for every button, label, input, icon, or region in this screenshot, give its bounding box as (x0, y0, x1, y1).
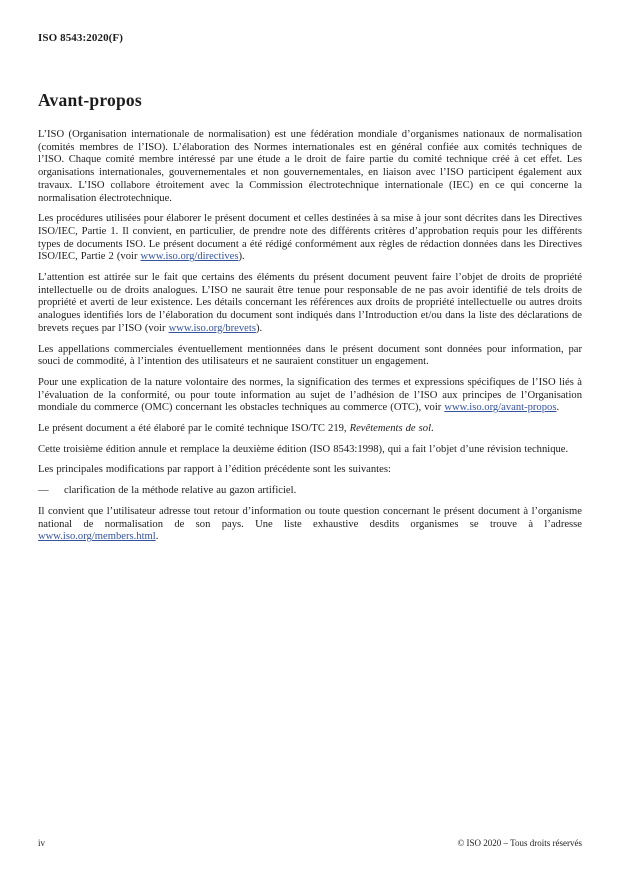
list-item-dash: — (38, 485, 49, 497)
text-run: L’ISO (Organisation internationale de normalisation) est une fédération mondiale d’organismes nationaux de normalisation (comités membres de l’ISO). L’élaboration des Normes internationales est en général confiée aux comités techniques de l’ISO. Chaque comité membre intéressé par une étude a le droit de faire partie du comité technique créé à cet effet. Les organisations internationales, gouvernementales et non gouvernementales, en liaison avec l’ISO participent également aux travaux. L’ISO collabore étroitement avec la Commission électrotechnique internationale (IEC) en ce qui concerne la normalisation électrotechnique. (38, 129, 582, 204)
page-number: iv (38, 838, 46, 848)
paragraph (38, 464, 582, 477)
text-run: Les appellations commerciales éventuellement mentionnées dans le présent document sont données pour information, par souci de commodité, à l’intention des utilisateurs et ne sauraient constituer un engagement. (38, 343, 582, 368)
text-run: Cette troisième édition annule et remplace la deuxième édition (ISO 8543:1998), qui a fait l’objet d’une révision technique. (38, 443, 569, 455)
section-title: Avant-propos (38, 90, 142, 110)
text-run: Les procédures utilisées pour élaborer le présent document et celles destinées à sa mise à jour sont décrites dans les Directives ISO/IEC, Partie 1. Il convient, en particulier, de prendre note des différents critères d’approbation requis pour les différents types de documents ISO. Le présent document a été rédigé conformément aux règles de rédaction données dans les Directives ISO/IEC, Partie 2 (voir (38, 213, 582, 263)
paragraph (38, 444, 582, 457)
italic-text: Revêtements de sol (349, 423, 432, 435)
text-run: Les principales modifications par rapport à l’édition précédente sont les suivantes: (38, 464, 391, 476)
paragraph (38, 377, 582, 415)
text-run: . (155, 531, 159, 543)
text-run: . (431, 423, 434, 435)
text-run: L’attention est attirée sur le fait que certains des éléments du présent document peuvent faire l’objet de droits de propriété intellectuelle ou de droits analogues. L’ISO ne saurait être tenue pour responsable de ne pas avoir identifié de tels droits de propriété et averti de leur existence. Les détails concernant les références aux droits de propriété intellectuelle ou autres droits analogues identifiés lors de l’élaboration du document sont indiqués dans l’Introduction et/ou dans la liste des déclarations de brevets reçues par l’ISO (voir (38, 272, 582, 334)
hyperlink[interactable]: www.iso.org/directives (140, 251, 239, 263)
text-run: Il convient que l’utilisateur adresse tout retour d’information ou toute question concernant le présent document à l’organisme national de normalisation de son pays. Une liste exhaustive desdits organismes se trouve à l’adresse (38, 505, 582, 530)
document-body (38, 129, 582, 552)
document-reference: ISO 8543:2020(F) (38, 32, 124, 44)
paragraph (38, 506, 582, 544)
text-run: ). (238, 251, 245, 263)
text-run: clarification de la méthode relative au gazon artificiel. (64, 485, 297, 497)
paragraph (38, 213, 582, 264)
paragraph (38, 129, 582, 205)
hyperlink[interactable]: www.iso.org/members.html (38, 531, 156, 543)
text-run: Pour une explication de la nature volontaire des normes, la signification des termes et expressions spécifiques de l’ISO liés à l’évaluation de la conformité, ou pour toute information au sujet de l’adhésion de l’ISO aux principes de l’Organisation mondiale du commerce (OMC) concernant les obstacles techniques au commerce (OTC), voir (38, 376, 582, 414)
paragraph (38, 272, 582, 336)
copyright-notice: © ISO 2020 – Tous droits réservés (457, 838, 582, 848)
paragraph (38, 423, 582, 436)
text-run: ). (255, 322, 263, 334)
text-run: . (556, 402, 560, 414)
hyperlink[interactable]: www.iso.org/avant-propos (444, 402, 557, 414)
paragraph (38, 344, 582, 369)
text-run: Le présent document a été élaboré par le comité technique ISO/TC 219, (38, 423, 350, 435)
document-header (38, 32, 582, 44)
list-item (38, 485, 582, 498)
document-footer (38, 838, 582, 848)
hyperlink[interactable]: www.iso.org/brevets (168, 322, 256, 334)
